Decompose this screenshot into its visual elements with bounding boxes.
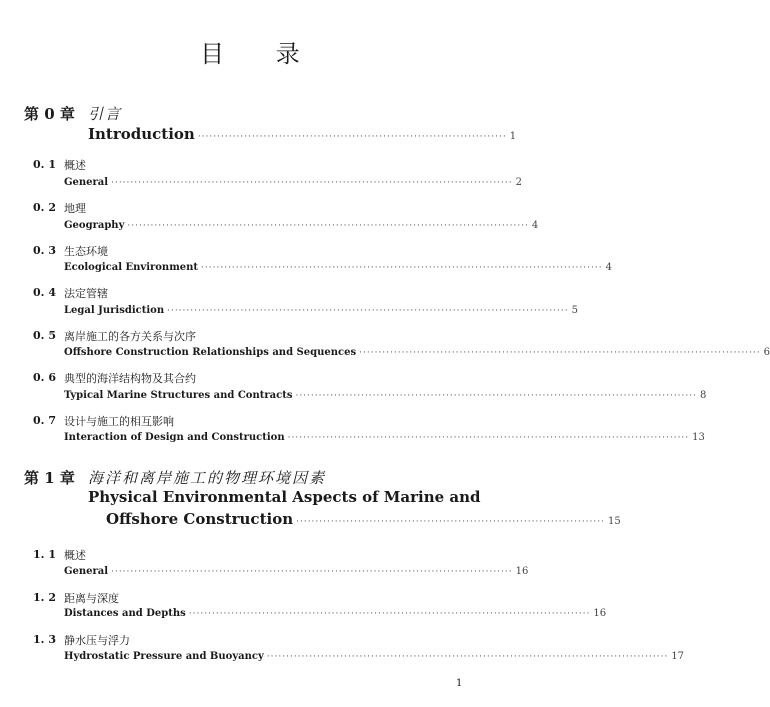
section-entry[interactable] xyxy=(64,390,707,401)
section-cn-title: 距离与深度 xyxy=(64,592,119,605)
section-entry[interactable] xyxy=(64,177,522,188)
chapter-1-en-title: Offshore Construction xyxy=(106,510,294,528)
section-en-title: Ecological Environment xyxy=(64,262,199,273)
section-number: 0. 1 xyxy=(33,158,56,171)
section-en-title: Hydrostatic Pressure and Buoyancy xyxy=(64,651,264,662)
page-title: 目 录 xyxy=(200,40,322,68)
section-entry[interactable] xyxy=(64,347,770,358)
leader-dots: ················································································ xyxy=(296,517,605,527)
section-entry[interactable] xyxy=(64,262,612,273)
section-entry[interactable] xyxy=(64,566,529,577)
page-number: 16 xyxy=(593,608,607,619)
section-en-title: Geography xyxy=(64,220,125,231)
leader-dots: ········································································································ xyxy=(359,348,761,358)
chapter-0-entry[interactable] xyxy=(88,125,517,143)
chapter-1-label: 第 1 章 xyxy=(24,469,75,487)
section-number: 0. 4 xyxy=(33,286,56,299)
page-number: 16 xyxy=(515,566,529,577)
page-number: 15 xyxy=(607,516,621,527)
section-entry[interactable] xyxy=(64,651,685,662)
section-number: 0. 7 xyxy=(33,414,56,427)
section-en-title: Interaction of Design and Construction xyxy=(64,432,285,443)
section-number: 0. 5 xyxy=(33,329,56,342)
page-number: 2 xyxy=(515,177,522,188)
section-number: 1. 3 xyxy=(33,633,56,646)
section-cn-title: 概述 xyxy=(64,159,86,172)
leader-dots: ········································································································ xyxy=(111,178,513,188)
page-number: 6 xyxy=(763,347,770,358)
page-number: 4 xyxy=(605,262,612,273)
section-number: 0. 3 xyxy=(33,244,56,257)
leader-dots: ········································································································ xyxy=(111,567,513,577)
section-cn-title: 设计与施工的相互影响 xyxy=(64,415,174,428)
section-entry[interactable] xyxy=(64,432,705,443)
section-number: 0. 2 xyxy=(33,201,56,214)
section-cn-title: 法定管辖 xyxy=(64,287,108,300)
section-number: 1. 2 xyxy=(33,591,56,604)
section-number: 0. 6 xyxy=(33,371,56,384)
page-number: 17 xyxy=(671,651,685,662)
footer-page-number: 1 xyxy=(456,678,463,689)
section-number: 1. 1 xyxy=(33,548,56,561)
section-en-title: Legal Jurisdiction xyxy=(64,305,165,316)
page-number: 8 xyxy=(699,390,707,401)
section-entry[interactable] xyxy=(64,305,578,316)
section-en-title: General xyxy=(64,566,109,577)
chapter-1-entry[interactable] xyxy=(106,510,621,528)
section-cn-title: 典型的海洋结构物及其合约 xyxy=(64,372,196,385)
chapter-0-cn-title: 引言 xyxy=(88,105,123,123)
chapter-1-en-title-line1: Physical Environmental Aspects of Marine and xyxy=(88,488,481,506)
page-number: 4 xyxy=(531,220,539,231)
section-cn-title: 生态环境 xyxy=(64,245,108,258)
leader-dots: ········································································································ xyxy=(127,221,529,231)
leader-dots: ········································································································ xyxy=(167,306,569,316)
section-cn-title: 地理 xyxy=(64,202,86,215)
chapter-1-cn-title: 海洋和离岸施工的物理环境因素 xyxy=(88,469,327,487)
section-cn-title: 静水压与浮力 xyxy=(64,634,130,647)
page-number: 1 xyxy=(509,131,517,142)
leader-dots: ················································································ xyxy=(197,132,507,142)
section-en-title: Offshore Construction Relationships and Sequences xyxy=(64,347,357,358)
section-cn-title: 离岸施工的各方关系与次序 xyxy=(64,330,196,343)
section-entry[interactable] xyxy=(64,608,607,619)
page-number: 13 xyxy=(692,432,705,443)
section-en-title: Typical Marine Structures and Contracts xyxy=(64,390,293,401)
leader-dots: ········································································································ xyxy=(266,652,669,662)
leader-dots: ········································································································ xyxy=(201,263,603,273)
page-number: 5 xyxy=(571,305,578,316)
leader-dots: ········································································································ xyxy=(188,609,591,619)
leader-dots: ········································································································ xyxy=(295,391,697,401)
section-entry[interactable] xyxy=(64,220,539,231)
section-en-title: General xyxy=(64,177,109,188)
chapter-0-en-title: Introduction xyxy=(88,125,195,143)
section-cn-title: 概述 xyxy=(64,549,86,562)
section-en-title: Distances and Depths xyxy=(64,608,186,619)
chapter-0-label: 第 0 章 xyxy=(24,105,75,123)
leader-dots: ········································································································ xyxy=(287,433,690,443)
